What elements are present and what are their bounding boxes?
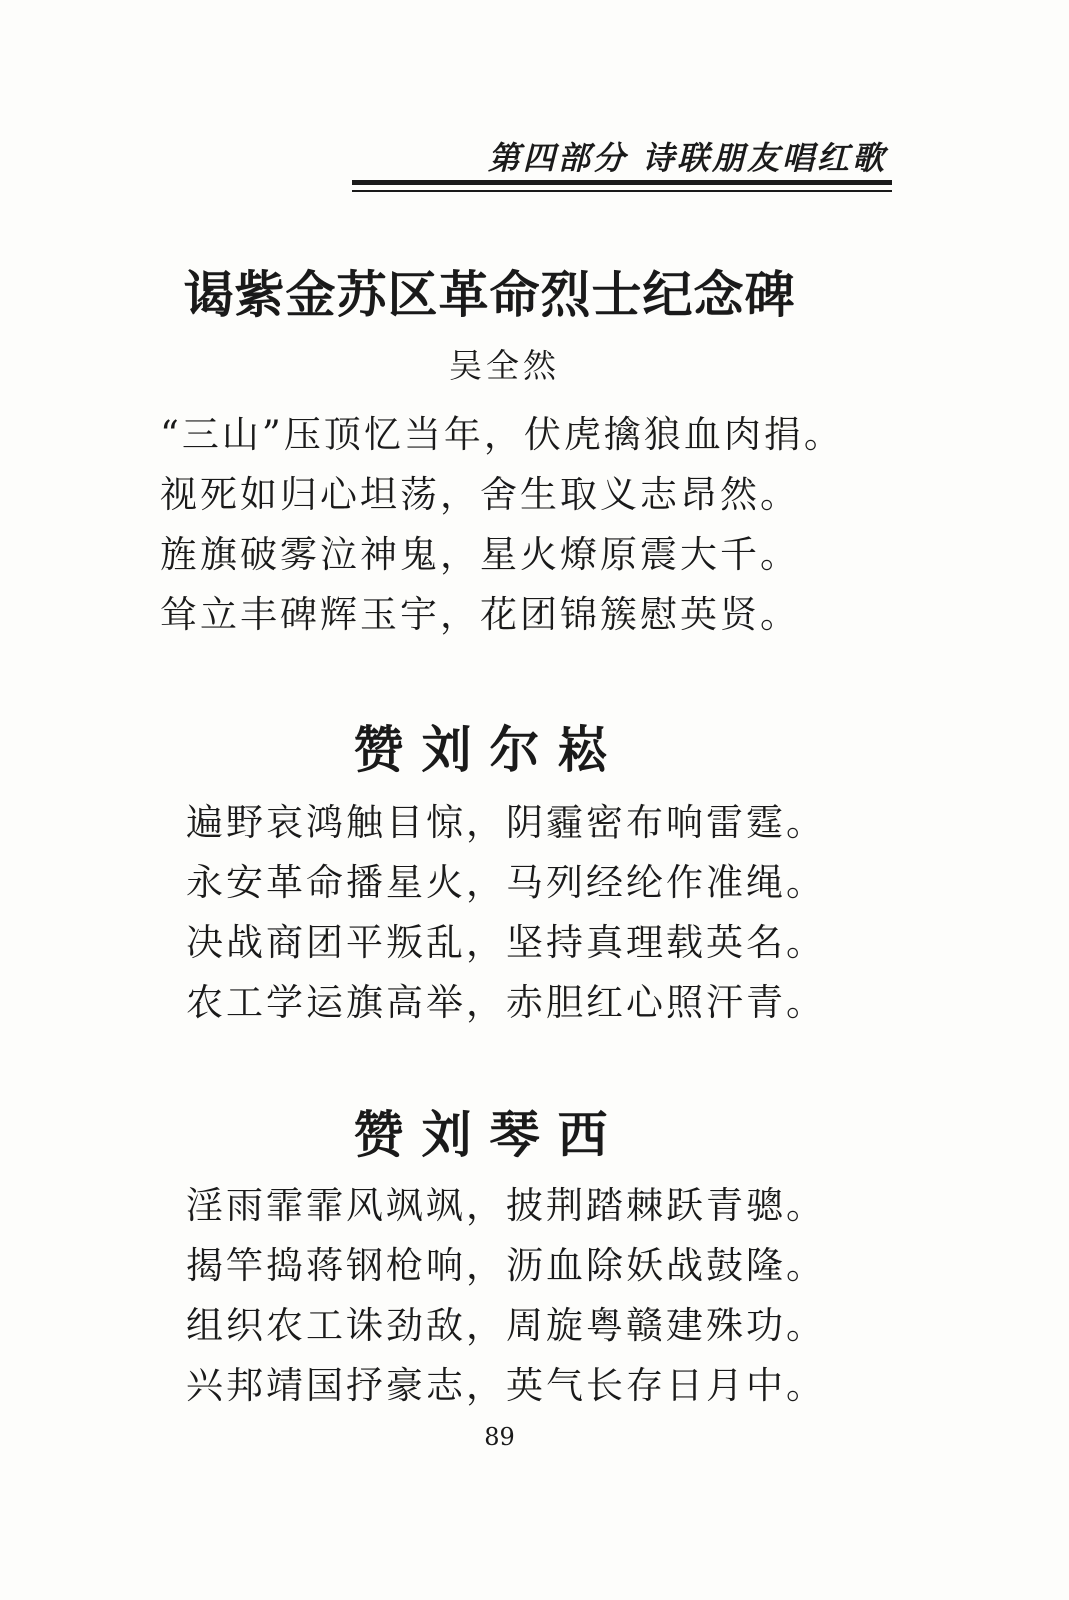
poem-line: 组织农工诛劲敌，周旋粤赣建殊功。 xyxy=(186,1304,826,1347)
poem-2-title: 赞刘尔崧 xyxy=(353,720,626,779)
poem-line: 农工学运旗高举，赤胆红心照汗青。 xyxy=(186,981,826,1024)
poem-line: 决战商团平叛乱，坚持真理载英名。 xyxy=(186,921,826,964)
poem-line: 揭竿捣蒋钢枪响，沥血除妖战鼓隆。 xyxy=(186,1244,826,1287)
running-header: 第四部分 诗联朋友唱红歌 xyxy=(487,139,887,177)
poem-line: 永安革命播星火，马列经纶作准绳。 xyxy=(186,861,826,904)
poem-line: 耸立丰碑辉玉宇，花团锦簇慰英贤。 xyxy=(160,593,800,636)
poem-2-body xyxy=(186,793,826,1033)
poem-3-body xyxy=(186,1176,826,1416)
poem-line: 淫雨霏霏风飒飒，披荆踏棘跃青骢。 xyxy=(186,1184,826,1227)
poem-line: 旌旗破雾泣神鬼，星火燎原震大千。 xyxy=(160,533,800,576)
poem-line: 兴邦靖国抒豪志，英气长存日月中。 xyxy=(186,1364,826,1407)
poem-1-title: 谒紫金苏区革命烈士纪念碑 xyxy=(183,265,796,324)
poem-1-body xyxy=(160,405,844,645)
page-number: 89 xyxy=(484,1423,515,1451)
poem-1-author: 吴全然 xyxy=(449,346,560,385)
poem-line: 遍野哀鸿触目惊，阴霾密布响雷霆。 xyxy=(186,801,826,844)
poem-3-title: 赞刘琴西 xyxy=(353,1105,626,1164)
poem-line: “三山”压顶忆当年，伏虎擒狼血肉捐。 xyxy=(160,413,844,456)
poem-line: 视死如归心坦荡，舍生取义志昂然。 xyxy=(160,473,800,516)
header-rule-thin xyxy=(352,190,892,192)
header-rule-thick xyxy=(352,180,892,185)
